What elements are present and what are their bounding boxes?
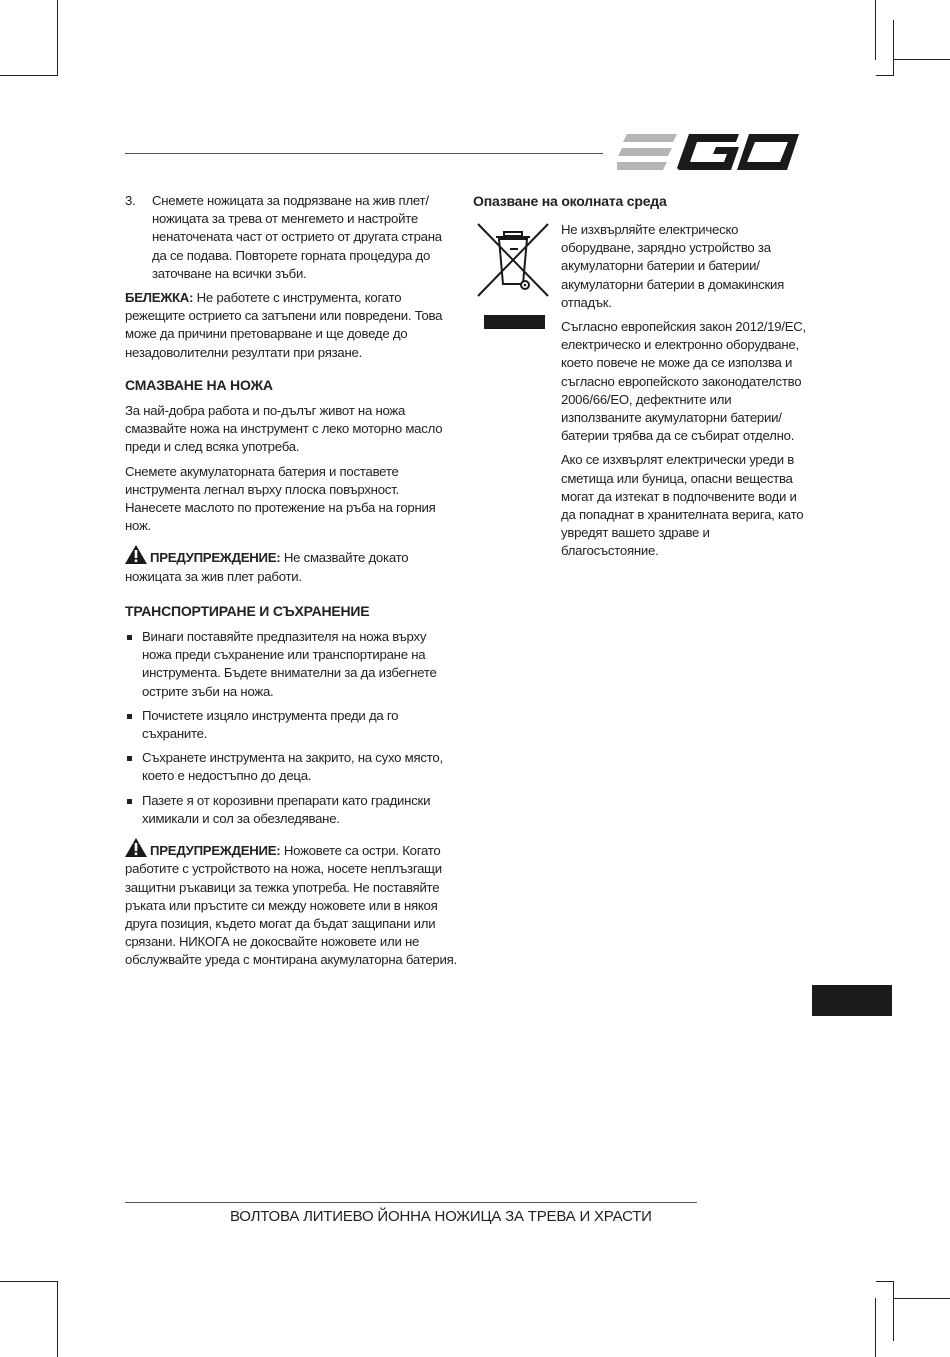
section-tab: [812, 985, 892, 1016]
crop-mark-tr-h: [893, 59, 950, 60]
list-item-step-3: [125, 192, 457, 283]
lubrication-para-1: За най-добра работа и по-дълъг живот на ножа смазвайте ножа на инструмент с леко моторно масло преди и след всяка употреба.: [125, 403, 443, 455]
crop-mark-tr-h2: [876, 75, 894, 76]
crop-mark-br-v2: [893, 1281, 894, 1341]
warning-icon: [125, 545, 147, 564]
warning-icon: [125, 838, 147, 857]
warning-text: Не смазвайте докато ножицата за жив плет работи.: [125, 550, 409, 584]
list-item: Винаги поставяйте предпазителя на ножа върху ножа преди съхранение или транспортиране на инструмента. Бъдете внимателни за да избегнете острите зъби на ножа.: [125, 628, 457, 701]
warning-text: Ножовете са остри. Когато работите с устройството на ножа, носете неплъзгащи защитни ръкавици за тежка употреба. Не поставяйте ръката или пръстите си между ножовете или в някоя друга позиция, където могат да бъдат защипани или срязани. НИКОГА не докосвайте ножовете или не обслужвайте уреда с монтирана акумулаторна батерия.: [125, 843, 457, 968]
note-label: БЕЛЕЖКА:: [125, 290, 194, 306]
crop-mark-br-v: [875, 1298, 876, 1357]
environment-para-3: Ако се изхвърлят електрически уреди в сметища или буница, опасни вещества могат да изтекат в подпочвените води и да попаднат в хранителната верига, като увредят вашето здраве и благосъстояние.: [561, 452, 804, 559]
crop-mark-tl-h: [0, 75, 58, 76]
list-item: Пазете я от корозивни препарати като градински химикали и сол за обезледяване.: [125, 792, 457, 828]
transport-heading: ТРАНСПОРТИРАНЕ И СЪХРАНЕНИЕ: [125, 602, 370, 619]
crop-mark-tr-v2: [893, 20, 894, 76]
step-number: 3.: [125, 193, 136, 208]
lubrication-para-2: Снемете акумулаторната батерия и поставете инструмента легнал върху плоска повърхност. Нанесете маслото по протежение на ръба на горния нож.: [125, 463, 436, 534]
lubrication-warning: [125, 545, 457, 585]
crop-mark-br-h: [893, 1298, 950, 1299]
lubrication-heading: СМАЗВАНЕ НА НОЖА: [125, 376, 273, 393]
bin-underline-bar: [484, 315, 545, 329]
step-text: Снемете ножицата за подрязване на жив плет/ ножицата за трева от менгемето и настройте ненаточената част от острието от другата страна да се подава. Повторете горната процедура до заточване на всички зъби.: [152, 193, 442, 281]
footer-title: ВОЛТОВА ЛИТИЕВО ЙОННА НОЖИЦА ЗА ТРЕВА И ХРАСТИ: [230, 1208, 652, 1225]
environment-para-2: Съгласно европейския закон 2012/19/ЕС, електрическо и електронно оборудване, което повече не може да се използва и съгласно европейското законодателство 2006/66/ЕО, дефектните или използваните акумулаторни батерии/ батерии трябва да се събират отделно.: [561, 319, 806, 444]
transport-list: [125, 628, 457, 828]
warning-label: ПРЕДУПРЕЖДЕНИЕ:: [150, 843, 281, 859]
note-text: Не работете с инструмента, когато режещите острието са затъпени или повредени. Това може да причини претоварване и ще доведе до незадоволителни резултати при рязане.: [125, 290, 443, 360]
crop-mark-bl-h: [0, 1281, 58, 1282]
right-column: [561, 221, 806, 567]
crossed-out-bin-icon: [474, 220, 552, 300]
transport-warning: [125, 838, 457, 969]
header-rule: [125, 153, 603, 154]
crop-mark-br-h2: [876, 1281, 894, 1282]
list-item: Почистете изцяло инструмента преди да го съхраните.: [125, 707, 457, 743]
crop-mark-bl-v: [57, 1281, 58, 1357]
environment-para-1: Не изхвърляйте електрическо оборудване, зарядно устройство за акумулаторни батерии и батерии/ акумулаторни батерии в домакинския отпадък.: [561, 222, 784, 310]
ego-logo: [617, 131, 799, 173]
environment-heading: Опазване на околната среда: [473, 193, 667, 209]
warning-label: ПРЕДУПРЕЖДЕНИЕ:: [150, 550, 281, 566]
crop-mark-tr-v: [875, 0, 876, 60]
list-item: Съхранете инструмента на закрито, на сухо място, което е недостъпно до деца.: [125, 749, 457, 785]
crop-mark-tl-v: [57, 0, 58, 76]
footer-rule: [125, 1202, 697, 1203]
left-column: [125, 192, 457, 976]
note-paragraph: [125, 289, 457, 362]
